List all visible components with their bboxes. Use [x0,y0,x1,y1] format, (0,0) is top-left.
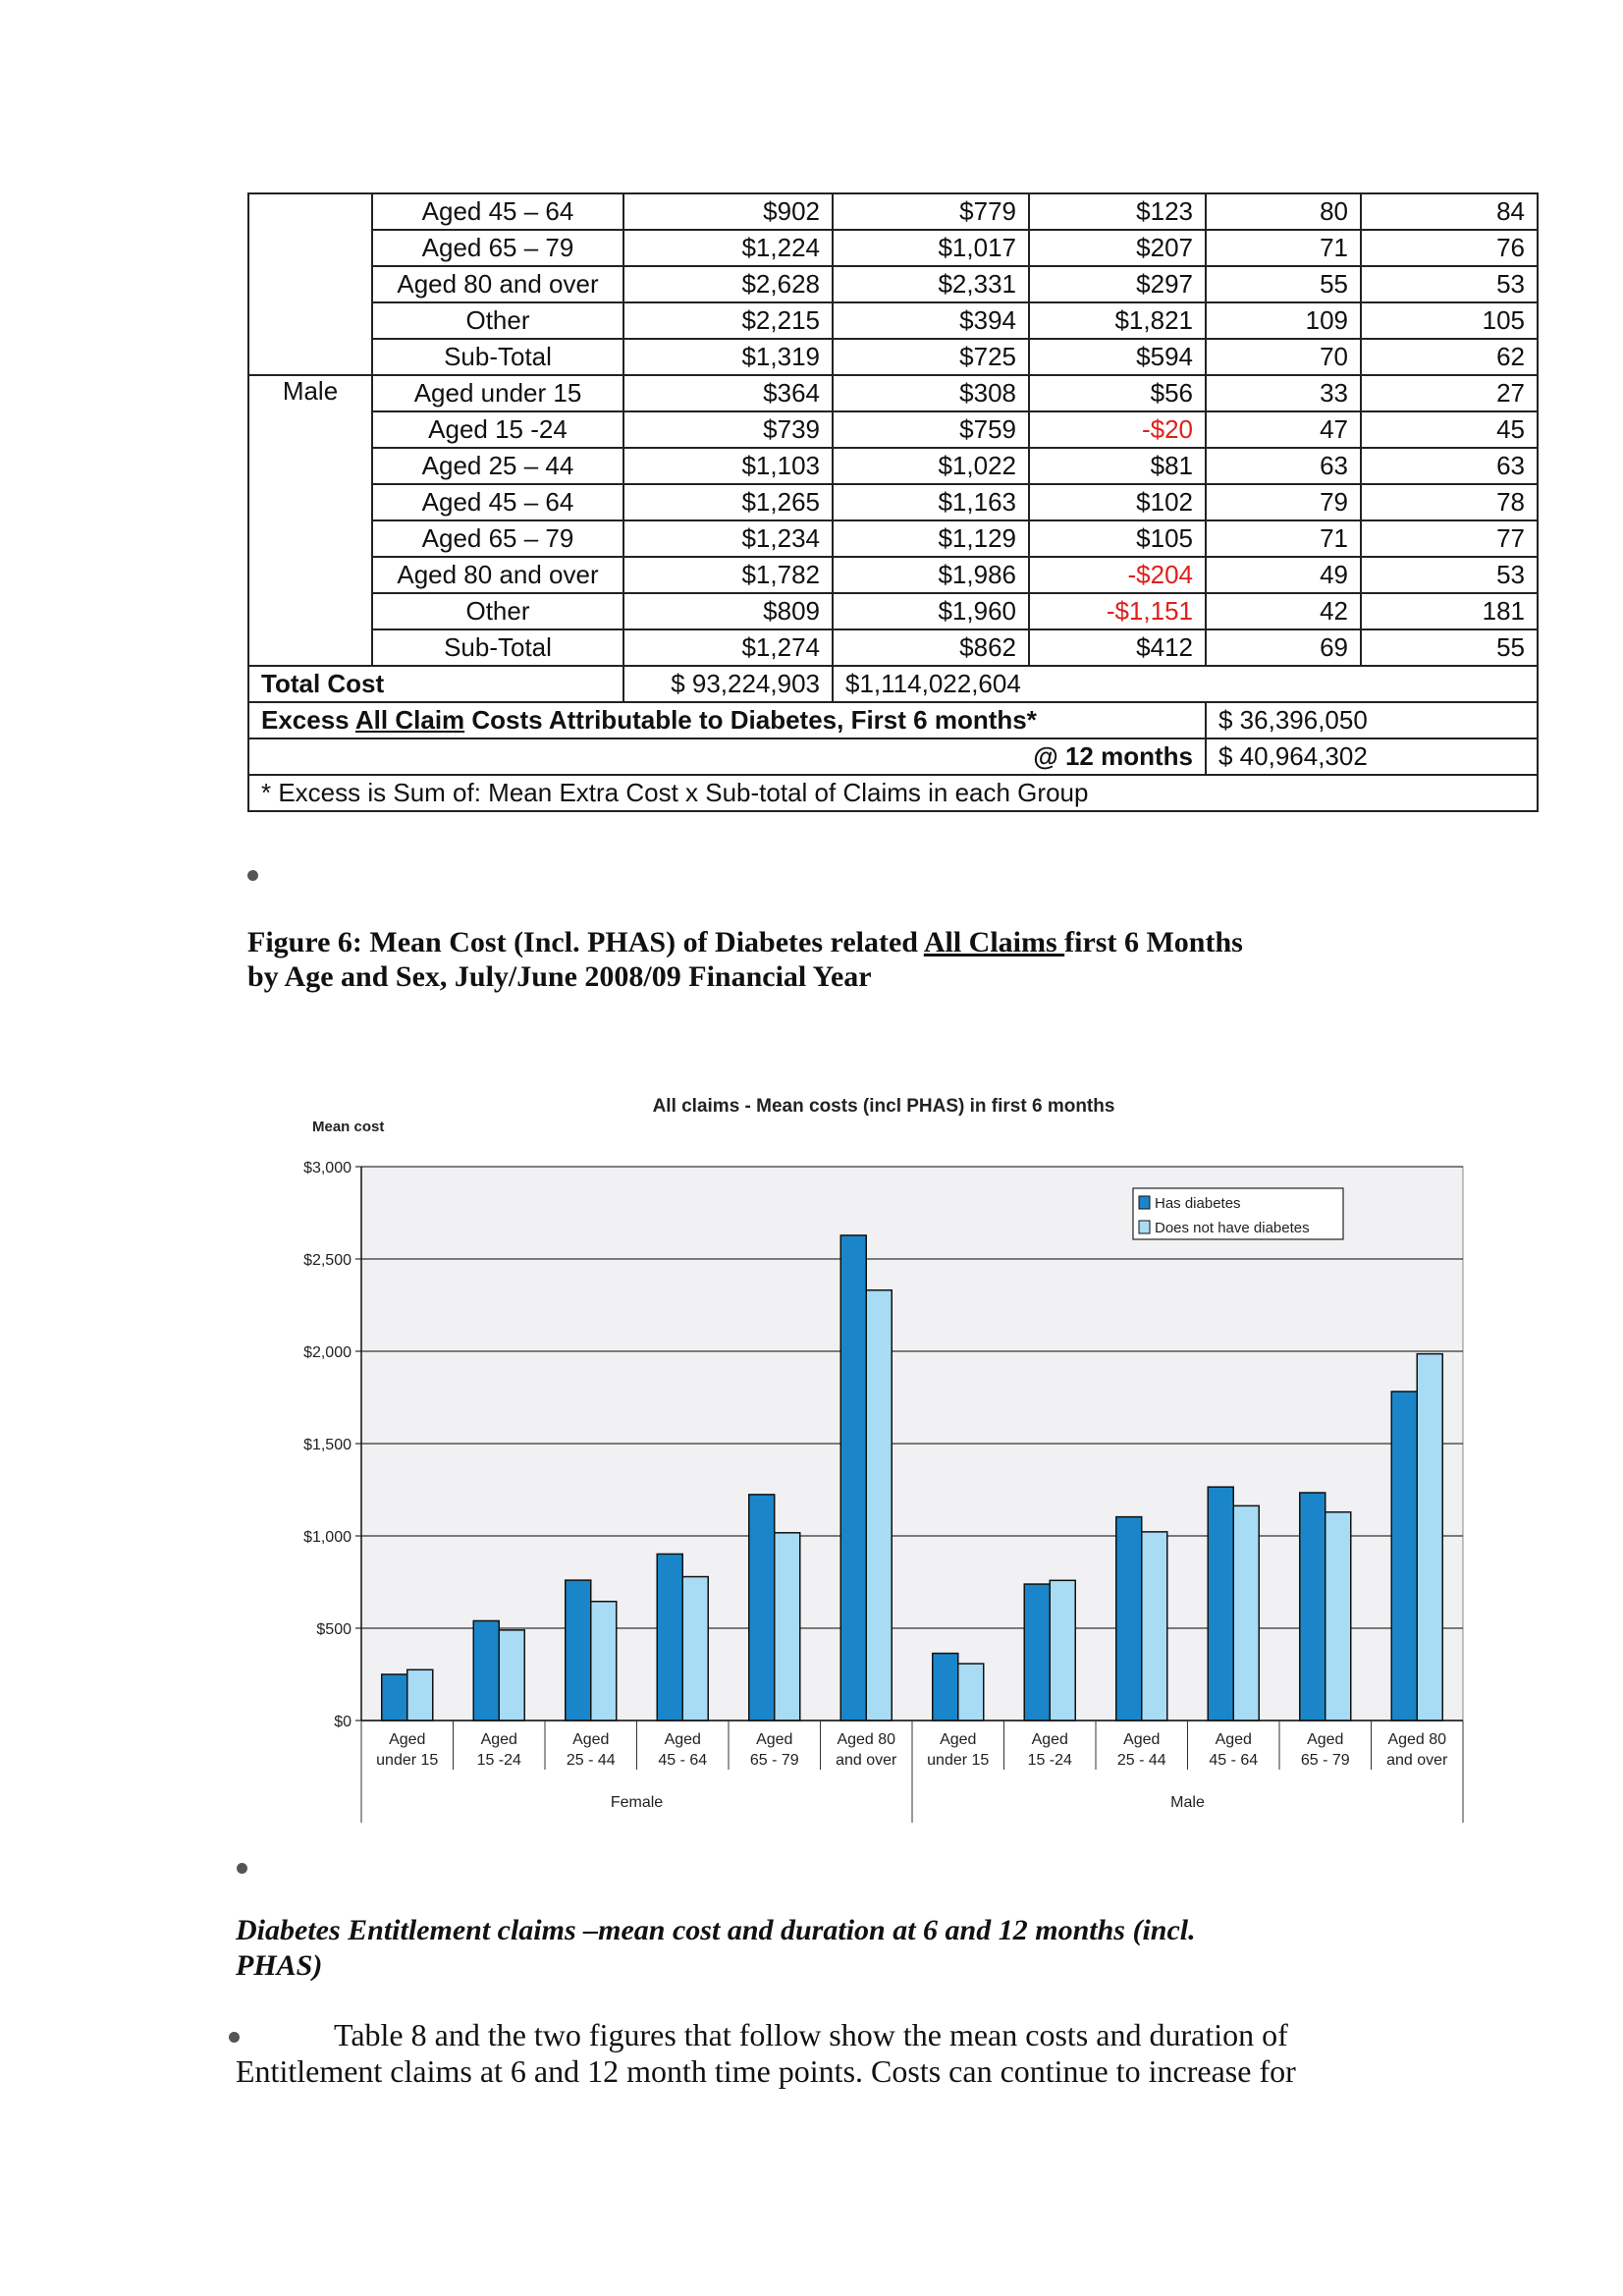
group-label: Female [610,1794,664,1811]
excess-text: Excess [261,705,355,735]
row-label: Sub-Total [372,339,623,375]
cell-c1: $1,274 [623,629,833,666]
bar-has-diabetes [473,1620,499,1721]
cell-c1: $2,215 [623,302,833,339]
row-label: Aged 45 – 64 [372,484,623,520]
bar-no-diabetes [682,1577,708,1721]
x-tick-label: Aged 80 [837,1731,896,1748]
table-row [248,302,1538,339]
total-has-diabetes: $ 93,224,903 [623,666,833,702]
cell-c2: $1,986 [833,557,1029,593]
group-cell [248,193,372,375]
bar-has-diabetes [1300,1493,1325,1721]
excess-underlined: All Claim [354,705,465,735]
x-tick-label: Aged [756,1731,793,1748]
y-tick-label: $2,500 [303,1252,352,1269]
table-row [248,339,1538,375]
para-line1: Table 8 and the two figures that follow show the mean costs and duration of [334,2017,1288,2052]
bar-has-diabetes [382,1674,407,1721]
bar-has-diabetes [749,1495,775,1721]
cell-c4: 80 [1206,193,1361,230]
legend-label: Does not have diabetes [1155,1220,1310,1236]
bar-chart [285,1080,1483,1846]
y-tick-label: $0 [334,1714,352,1730]
cell-c3: $412 [1029,629,1206,666]
excess-12-row [248,738,1538,775]
x-tick-label: Aged [480,1731,517,1748]
cell-c1: $1,103 [623,448,833,484]
legend-label: Has diabetes [1155,1195,1241,1212]
bar-no-diabetes [407,1669,433,1721]
bar-no-diabetes [1142,1532,1167,1721]
cell-c2: $759 [833,411,1029,448]
cell-c3: -$1,151 [1029,593,1206,629]
cell-c4: 70 [1206,339,1361,375]
group-label: Male [1170,1794,1205,1811]
bar-no-diabetes [1417,1354,1442,1721]
row-label: Aged 25 – 44 [372,448,623,484]
para-line2: Entitlement claims at 6 and 12 month time points. Costs can continue to increase for [236,2053,1296,2089]
bar-has-diabetes [657,1554,682,1721]
cell-c3: $81 [1029,448,1206,484]
table-row [248,193,1538,230]
heading-line2: PHAS) [236,1949,323,1982]
cell-c2: $1,163 [833,484,1029,520]
cell-c3: $297 [1029,266,1206,302]
cell-c2: $1,017 [833,230,1029,266]
cell-c4: 49 [1206,557,1361,593]
caption-underlined: All Claims [923,926,1065,958]
bullet-icon [237,1863,247,1874]
legend-swatch [1139,1221,1150,1233]
table-row [248,593,1538,629]
cell-c2: $779 [833,193,1029,230]
bar-has-diabetes [1116,1517,1142,1721]
cell-c1: $364 [623,375,833,411]
bar-no-diabetes [1050,1580,1075,1721]
row-label: Aged 65 – 79 [372,230,623,266]
x-tick-label: Aged [1307,1731,1344,1748]
cell-c3: $56 [1029,375,1206,411]
total-label: Total Cost [248,666,623,702]
cell-c5: 55 [1361,629,1538,666]
cell-c2: $725 [833,339,1029,375]
cell-c5: 181 [1361,593,1538,629]
table-row [248,448,1538,484]
y-axis-label: Mean cost [312,1119,385,1135]
cell-c2: $308 [833,375,1029,411]
x-tick-label: and over [836,1752,897,1769]
cell-c3: $105 [1029,520,1206,557]
heading-line1: Diabetes Entitlement claims –mean cost and duration at 6 and 12 months (incl. [236,1914,1196,1946]
x-tick-label: and over [1386,1752,1448,1769]
cell-c2: $1,022 [833,448,1029,484]
cell-c5: 63 [1361,448,1538,484]
row-label: Aged 80 and over [372,557,623,593]
caption-text: Figure 6: Mean Cost (Incl. PHAS) of Diabetes related [247,926,924,958]
y-tick-label: $2,000 [303,1344,352,1361]
legend-swatch [1139,1196,1150,1209]
row-label: Aged 45 – 64 [372,193,623,230]
cell-c1: $2,628 [623,266,833,302]
cell-c3: $102 [1029,484,1206,520]
x-tick-label: 25 - 44 [566,1752,616,1769]
x-tick-label: Aged [389,1731,426,1748]
table-row [248,230,1538,266]
x-tick-label: Aged [1031,1731,1068,1748]
x-tick-label: 45 - 64 [1209,1752,1259,1769]
row-label: Aged under 15 [372,375,623,411]
cell-c4: 79 [1206,484,1361,520]
x-tick-label: Aged [940,1731,977,1748]
bar-has-diabetes [933,1654,958,1721]
cell-c5: 77 [1361,520,1538,557]
caption-line2: by Age and Sex, July/June 2008/09 Financial Year [247,960,872,993]
chart-title: All claims - Mean costs (incl PHAS) in first 6 months [652,1096,1115,1117]
cell-c2: $862 [833,629,1029,666]
cell-c4: 55 [1206,266,1361,302]
cell-c1: $809 [623,593,833,629]
cell-c2: $2,331 [833,266,1029,302]
cell-c3: $207 [1029,230,1206,266]
footnote-row [248,775,1538,811]
bar-has-diabetes [566,1580,591,1721]
paragraph [236,2017,1443,2090]
cell-c4: 63 [1206,448,1361,484]
excess-label [248,702,1206,738]
x-tick-label: under 15 [927,1752,990,1769]
cell-c4: 47 [1206,411,1361,448]
cell-c5: 105 [1361,302,1538,339]
table-row [248,629,1538,666]
bar-no-diabetes [1233,1505,1259,1721]
table-row [248,375,1538,411]
total-no-diabetes: $1,114,022,604 [833,666,1538,702]
bar-no-diabetes [775,1533,800,1721]
bar-no-diabetes [866,1290,892,1721]
table-row [248,520,1538,557]
excess-12-value: $ 40,964,302 [1206,738,1538,775]
section-heading [236,1913,1196,1984]
cell-c5: 76 [1361,230,1538,266]
x-tick-label: Aged [572,1731,610,1748]
bar-has-diabetes [1024,1584,1050,1721]
cell-c1: $1,782 [623,557,833,593]
cell-c5: 27 [1361,375,1538,411]
x-tick-label: 25 - 44 [1116,1752,1166,1769]
table-row [248,557,1538,593]
cell-c4: 69 [1206,629,1361,666]
cell-c1: $902 [623,193,833,230]
bullet-icon [247,870,258,881]
x-tick-label: Aged [1123,1731,1161,1748]
cell-c3: $594 [1029,339,1206,375]
caption-text-end: first 6 Months [1064,926,1243,958]
x-tick-label: 65 - 79 [1300,1752,1350,1769]
bar-has-diabetes [840,1235,866,1721]
row-label: Aged 15 -24 [372,411,623,448]
cell-c4: 33 [1206,375,1361,411]
cell-c4: 71 [1206,520,1361,557]
row-label: Aged 80 and over [372,266,623,302]
cost-table [247,192,1539,812]
x-tick-label: 15 -24 [476,1752,521,1769]
cell-c3: -$20 [1029,411,1206,448]
figure-caption [247,925,1475,994]
cell-c2: $1,960 [833,593,1029,629]
cell-c1: $739 [623,411,833,448]
bar-no-diabetes [1325,1512,1351,1721]
x-tick-label: 45 - 64 [658,1752,708,1769]
cell-c4: 109 [1206,302,1361,339]
x-tick-label: 15 -24 [1027,1752,1072,1769]
x-tick-label: Aged [664,1731,701,1748]
total-row [248,666,1538,702]
table-row [248,484,1538,520]
y-tick-label: $1,000 [303,1529,352,1546]
x-tick-label: under 15 [376,1752,439,1769]
table-row [248,266,1538,302]
cell-c2: $1,129 [833,520,1029,557]
bar-has-diabetes [1208,1487,1233,1721]
cell-c5: 45 [1361,411,1538,448]
bar-has-diabetes [1391,1392,1417,1721]
row-label: Other [372,593,623,629]
cell-c1: $1,224 [623,230,833,266]
row-label: Aged 65 – 79 [372,520,623,557]
cell-c5: 84 [1361,193,1538,230]
cell-c4: 42 [1206,593,1361,629]
cell-c4: 71 [1206,230,1361,266]
excess-12-label: @ 12 months [248,738,1206,775]
cell-c5: 53 [1361,266,1538,302]
group-cell: Male [248,375,372,666]
x-tick-label: 65 - 79 [749,1752,799,1769]
y-tick-label: $3,000 [303,1160,352,1176]
x-tick-label: Aged 80 [1387,1731,1447,1748]
excess-text-end: Costs Attributable to Diabetes, First 6 months* [464,705,1037,735]
bar-no-diabetes [591,1602,617,1721]
footnote: * Excess is Sum of: Mean Extra Cost x Sub-total of Claims in each Group [248,775,1538,811]
cell-c3: $1,821 [1029,302,1206,339]
row-label: Sub-Total [372,629,623,666]
cell-c1: $1,265 [623,484,833,520]
row-label: Other [372,302,623,339]
y-tick-label: $500 [316,1621,352,1638]
bar-no-diabetes [958,1664,984,1721]
cell-c3: -$204 [1029,557,1206,593]
excess-value: $ 36,396,050 [1206,702,1538,738]
bar-no-diabetes [499,1630,524,1721]
cell-c1: $1,319 [623,339,833,375]
x-tick-label: Aged [1215,1731,1252,1748]
cell-c5: 62 [1361,339,1538,375]
cell-c1: $1,234 [623,520,833,557]
cell-c2: $394 [833,302,1029,339]
cell-c3: $123 [1029,193,1206,230]
cell-c5: 53 [1361,557,1538,593]
y-tick-label: $1,500 [303,1437,352,1453]
excess-row [248,702,1538,738]
cell-c5: 78 [1361,484,1538,520]
table-row [248,411,1538,448]
